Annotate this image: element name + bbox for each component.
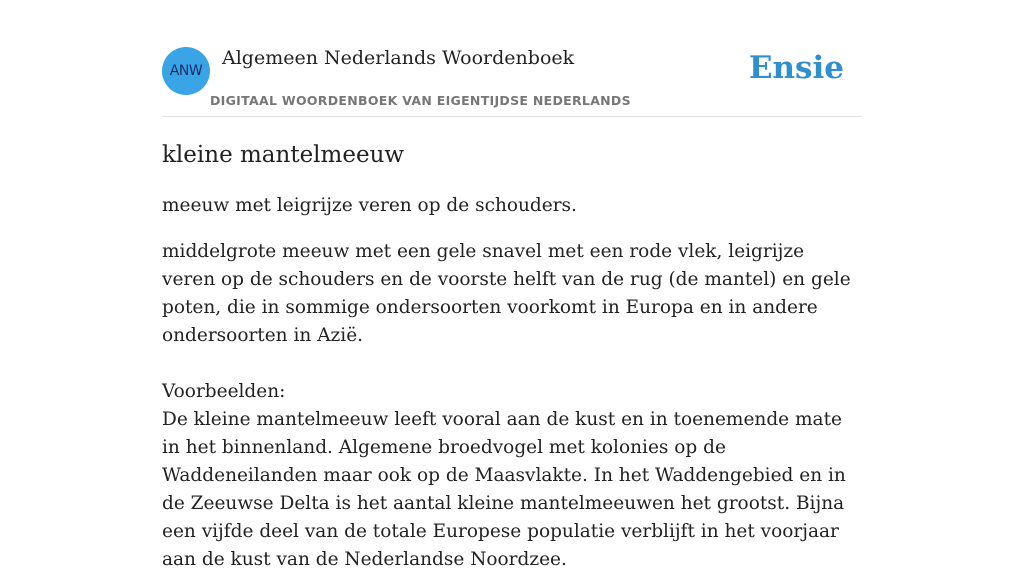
entry-long-definition: middelgrote meeuw met een gele snavel met een rode vlek, leigrijze veren op de schouders en de voorste helft van de rug (de mantel) en gele poten, die in sommige ondersoorten voorkomt in Europa en in andere ondersoorten in Azië. <box>162 241 851 346</box>
examples-text: De kleine mantelmeeuw leeft vooral aan de kust en in toenemende mate in het binnenland. Algemene broedvogel met kolonies op de Waddeneilanden maar ook op de Maasvlakte. In het Waddengebied en in de Zeeuwse Delta is het aantal kleine mantelmeeuwen het grootst. Bijna een vijfde deel van de totale Europese populatie verblijft in het voorjaar aan de kust van de Nederlandse Noordzee. <box>162 409 846 570</box>
entry-content <box>162 138 862 574</box>
entry-short-definition: meeuw met leigrijze veren op de schouders. <box>162 195 577 216</box>
dictionary-subtitle: DIGITAAL WOORDENBOEK VAN EIGENTIJDSE NEDERLANDS <box>210 93 631 108</box>
entry-headword: kleine mantelmeeuw <box>162 142 405 168</box>
dictionary-header <box>162 40 862 117</box>
ensie-brand-logo[interactable]: Ensie <box>748 50 844 86</box>
dictionary-title[interactable]: Algemeen Nederlands Woordenboek <box>222 47 575 69</box>
anw-logo[interactable]: ANW <box>162 47 210 95</box>
examples-label: Voorbeelden: <box>162 381 286 402</box>
